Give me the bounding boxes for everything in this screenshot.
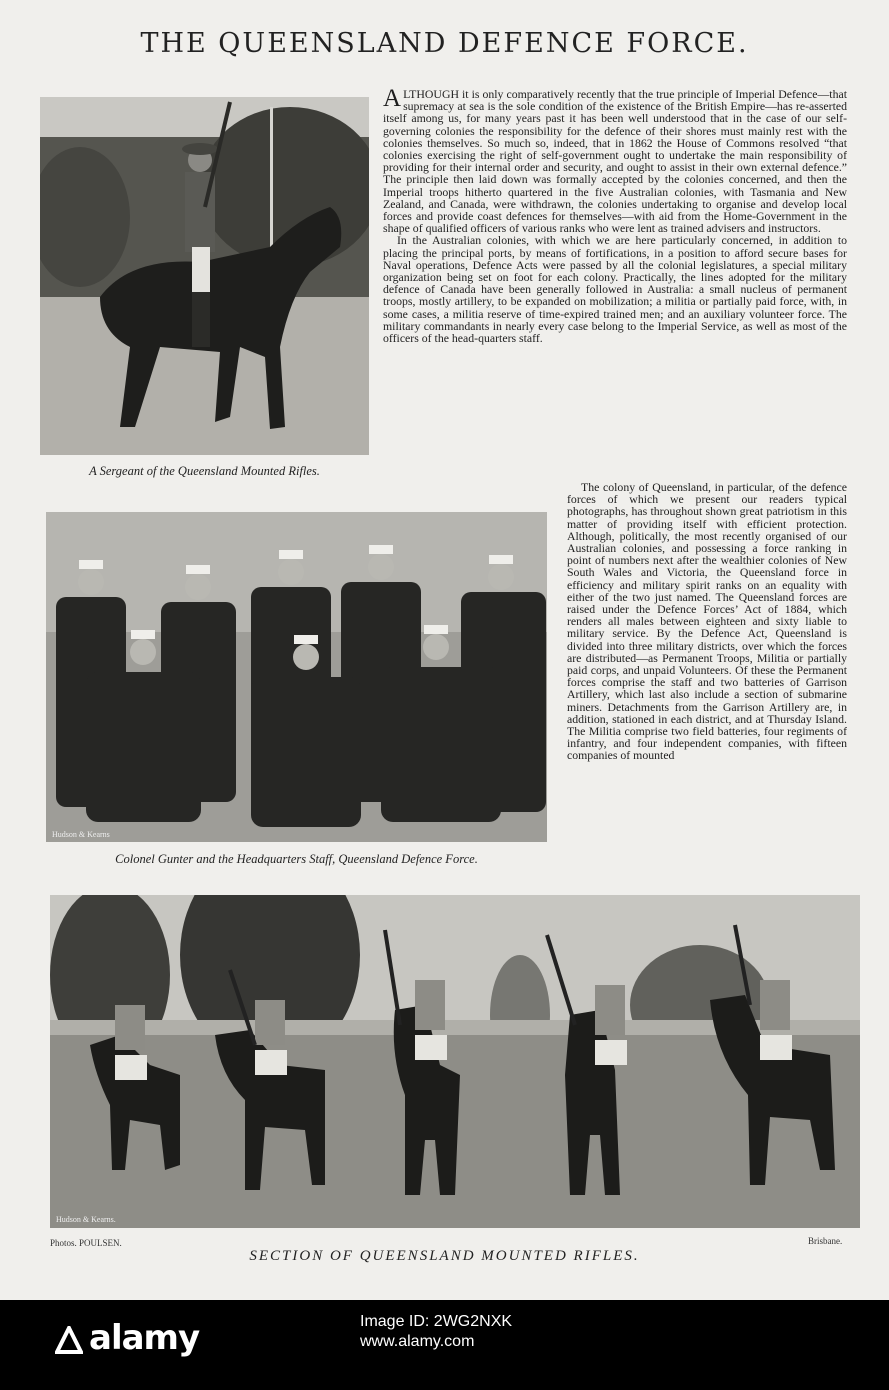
sergeant-photo: [40, 97, 369, 455]
photos-credit: Photos. POULSEN.: [50, 1238, 122, 1248]
article-paragraph-3: The colony of Queensland, in particular, of the defence forces of which we present our readers typical photographs, has throughout shown great patriotism in this matter of providing itself with efficient protection. Although, politically, the most recently organised of our Australian colonies, and possessing a force ranking in point of numbers next after the wealthier colonies of New South Wales and Victoria, the Queensland force in efficiency and military spirit ranks on an equality with either of the two just named. The Queensland forces are raised under the Defence Forces’ Act of 1884, which renders all males between eighteen and sixty liable to military service. By the Defence Act, Queensland is divided into three military districts, over which the forces are distributed—as Permanent Troops, Militia or partially paid corps, and unpaid Volunteers. Of these the Permanent forces comprise the staff and two batteries of Garrison Artillery, which last also include a section of submarine miners. Detachments from the Garrison Artillery are, in addition, stationed in each district, and at Thursday Island. The Militia comprise two field batteries, four regiments of infantry, and four independent companies, with fifteen companies of mounted: [567, 481, 847, 763]
sergeant-photo-art: [40, 97, 369, 455]
engraver-credit: Hudson & Kearns: [52, 830, 110, 839]
article-paragraph-1: ALTHOUGH it is only comparatively recently that the true principle of Imperial Defence—that supremacy at sea is the sole condition of the existence of the British Empire—has re-asserted itself among us, for many years past it has been well understood that in the case of our self-governing colonies the responsibility for the defence of their shores must mainly rest with the colonies themselves. So much so, indeed, that in 1862 the House of Commons resolved “that colonies exercising the right of self-government ought to undertake the main responsibility of providing for their internal order and security, and ought to assist in their own external defence.” The principle then laid down was formally accepted by the colonies concerned, and then the Imperial troops hitherto quartered in the five Australian colonies, with Tasmania and New Zealand, and Canada, were withdrawn, the colonies undertaking to organise and develop local forces and provide coast defences for themselves—with aid from the Home-Government in the shape of qualified officers of various ranks who were lent as trained advisers and instructors.: [383, 88, 847, 236]
article-paragraph-2: In the Australian colonies, with which we are here particularly concerned, in addition to placing the principal ports, by means of fortifications, in a position to afford secure bases for Naval operations, Defence Acts were passed by all the colonial legislatures, a special military organization being set on foot for each colony. Practically, the lines adopted for the military defence of Canada have been generally followed in Australia: a small nucleus of permanent troops, mostly artillery, to be expanded on mobilization; a militia or partially paid force, with, in some cases, a militia reserve of time-expired trained men; and an auxiliary volunteer force. The military commandants in nearly every case belong to the Imperial Service, as well as most of the officers of the head-quarters staff.: [383, 233, 847, 346]
sergeant-caption: A Sergeant of the Queensland Mounted Rifles.: [89, 464, 320, 478]
logo-text: alamy: [89, 1318, 200, 1358]
article-upper: [383, 88, 847, 485]
image-id: Image ID: 2WG2NXK: [360, 1313, 513, 1330]
mounted-rifles-photo-art: [50, 895, 860, 1228]
stock-logo: [55, 1318, 199, 1358]
mounted-rifles-photo: [50, 895, 860, 1228]
article-lower: [567, 481, 847, 865]
page-title: THE QUEENSLAND DEFENCE FORCE.: [140, 28, 749, 59]
staff-photo-art: [46, 512, 547, 842]
place-credit: Brisbane.: [808, 1236, 843, 1246]
section-caption: SECTION OF QUEENSLAND MOUNTED RIFLES.: [249, 1248, 640, 1264]
stock-url[interactable]: www.alamy.com: [360, 1333, 475, 1350]
banner-info: [360, 1312, 512, 1352]
drop-cap: A: [383, 88, 402, 112]
staff-photo: [46, 512, 547, 842]
alamy-logo-icon: [55, 1326, 83, 1354]
engraver-credit-2: Hudson & Kearns.: [56, 1215, 116, 1224]
staff-caption: Colonel Gunter and the Headquarters Staff, Queensland Defence Force.: [115, 852, 478, 866]
